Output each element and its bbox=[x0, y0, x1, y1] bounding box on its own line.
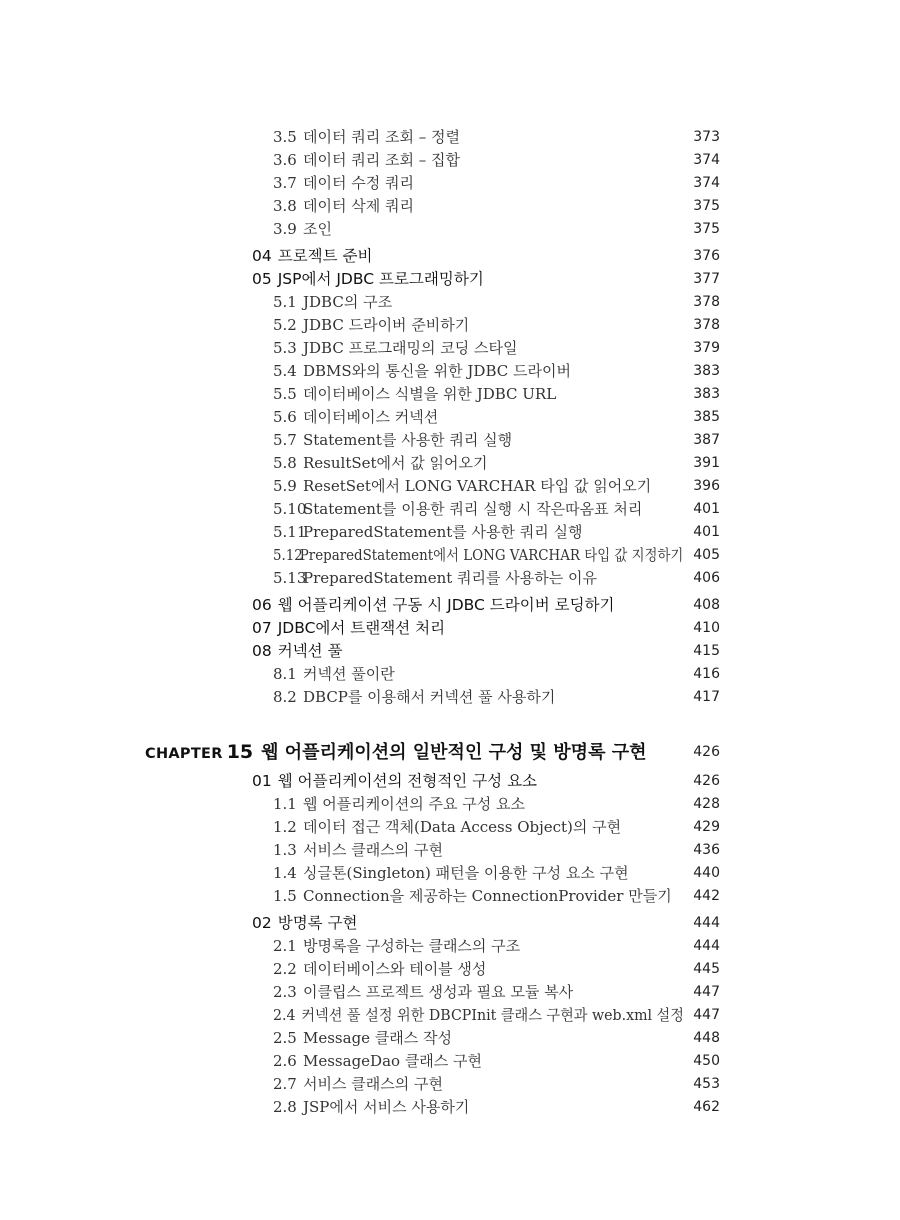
entry-number: 2.6 bbox=[273, 1052, 297, 1070]
entry-number: 2.8 bbox=[273, 1098, 297, 1116]
subsection-entry bbox=[273, 839, 443, 861]
entry-number: 5.11 bbox=[273, 523, 307, 541]
page-number: 383 bbox=[693, 363, 720, 379]
entry-title: PreparedStatement에서 LONG VARCHAR 타입 값 지정하기 bbox=[299, 546, 684, 564]
page-number: 374 bbox=[693, 175, 720, 191]
entry-number: 5.1 bbox=[273, 293, 297, 311]
subsection-entry bbox=[273, 816, 621, 838]
entry-number: 1.4 bbox=[273, 864, 297, 882]
entry-title: 방명록 구현 bbox=[277, 914, 358, 932]
entry-title: 프로젝트 준비 bbox=[277, 247, 373, 265]
page-number: 447 bbox=[693, 1007, 720, 1023]
page-number: 415 bbox=[693, 643, 720, 659]
entry-title: ResultSet에서 값 읽어오기 bbox=[303, 454, 488, 472]
subsection-entry bbox=[273, 498, 642, 520]
page-number: 445 bbox=[693, 961, 720, 977]
page-number: 378 bbox=[693, 294, 720, 310]
subsection-entry bbox=[273, 567, 597, 589]
entry-title: 조인 bbox=[303, 220, 332, 238]
entry-title: 웹 어플리케이션의 전형적인 구성 요소 bbox=[277, 772, 538, 790]
subsection-entry bbox=[273, 337, 518, 359]
entry-title: 커넥션 풀이란 bbox=[303, 665, 395, 683]
subsection-entry bbox=[273, 475, 651, 497]
entry-title: 데이터 삭제 쿼리 bbox=[303, 197, 414, 215]
entry-title: JDBC의 구조 bbox=[303, 293, 393, 311]
section-entry bbox=[252, 245, 373, 267]
subsection-entry bbox=[273, 314, 469, 336]
entry-number: 07 bbox=[252, 619, 272, 637]
entry-title: JSP에서 서비스 사용하기 bbox=[303, 1098, 470, 1116]
entry-title: 데이터베이스와 테이블 생성 bbox=[303, 960, 487, 978]
entry-number: 5.10 bbox=[273, 500, 307, 518]
subsection-entry bbox=[273, 149, 460, 171]
entry-number: 1.5 bbox=[273, 887, 297, 905]
page-number: 453 bbox=[693, 1076, 720, 1092]
entry-title: 싱글톤(Singleton) 패턴을 이용한 구성 요소 구현 bbox=[303, 864, 629, 882]
chapter-label: CHAPTER bbox=[145, 746, 223, 762]
section-entry bbox=[252, 268, 484, 290]
subsection-entry bbox=[273, 1027, 452, 1049]
entry-number: 08 bbox=[252, 642, 272, 660]
page-number: 385 bbox=[693, 409, 720, 425]
entry-title: Statement를 사용한 쿼리 실행 bbox=[303, 431, 513, 449]
entry-title: 방명록을 구성하는 클래스의 구조 bbox=[303, 937, 521, 955]
page-number: 447 bbox=[693, 984, 720, 1000]
entry-title: JDBC 드라이버 준비하기 bbox=[303, 316, 470, 334]
entry-number: 2.3 bbox=[273, 983, 297, 1001]
page-number: 406 bbox=[693, 570, 720, 586]
subsection-entry bbox=[273, 195, 414, 217]
entry-number: 5.13 bbox=[273, 569, 307, 587]
subsection-entry bbox=[273, 885, 672, 907]
page-number: 436 bbox=[693, 842, 720, 858]
entry-number: 5.7 bbox=[273, 431, 297, 449]
entry-title: 데이터 접근 객체(Data Access Object)의 구현 bbox=[303, 818, 622, 836]
page-number: 405 bbox=[693, 547, 720, 563]
chapter-number: 15 bbox=[226, 741, 254, 763]
page-number: 379 bbox=[693, 340, 720, 356]
page-number: 391 bbox=[693, 455, 720, 471]
chapter-heading bbox=[145, 739, 647, 765]
entry-number: 5.9 bbox=[273, 477, 297, 495]
page-number: 383 bbox=[693, 386, 720, 402]
entry-title: 데이터 수정 쿼리 bbox=[303, 174, 414, 192]
entry-number: 5.3 bbox=[273, 339, 297, 357]
entry-number: 5.2 bbox=[273, 316, 297, 334]
page-number: 410 bbox=[693, 620, 720, 636]
entry-title: 이클립스 프로젝트 생성과 필요 모듈 복사 bbox=[303, 983, 574, 1001]
page-number: 373 bbox=[693, 129, 720, 145]
page-number: 387 bbox=[693, 432, 720, 448]
subsection-entry bbox=[273, 686, 555, 708]
entry-title: 커넥션 풀 bbox=[277, 642, 343, 660]
subsection-entry bbox=[273, 1096, 469, 1118]
section-entry bbox=[252, 912, 358, 934]
page-number: 396 bbox=[693, 478, 720, 494]
entry-number: 2.5 bbox=[273, 1029, 297, 1047]
subsection-entry bbox=[273, 218, 332, 240]
page-number: 429 bbox=[693, 819, 720, 835]
entry-title: 데이터 쿼리 조회 – 집합 bbox=[303, 151, 460, 169]
subsection-entry bbox=[273, 429, 512, 451]
page-number: 417 bbox=[693, 689, 720, 705]
entry-number: 01 bbox=[252, 772, 272, 790]
entry-number: 5.8 bbox=[273, 454, 297, 472]
page-number: 426 bbox=[693, 744, 720, 760]
entry-number: 1.1 bbox=[273, 795, 297, 813]
entry-number: 02 bbox=[252, 914, 272, 932]
subsection-entry bbox=[273, 958, 486, 980]
subsection-entry bbox=[273, 406, 438, 428]
entry-number: 5.5 bbox=[273, 385, 297, 403]
page-number: 401 bbox=[693, 501, 720, 517]
entry-number: 05 bbox=[252, 270, 272, 288]
chapter-title: 웹 어플리케이션의 일반적인 구성 및 방명록 구현 bbox=[261, 742, 647, 763]
entry-number: 5.6 bbox=[273, 408, 297, 426]
subsection-entry bbox=[273, 126, 460, 148]
page-number: 426 bbox=[693, 773, 720, 789]
entry-title: ResetSet에서 LONG VARCHAR 타입 값 읽어오기 bbox=[303, 477, 652, 495]
page-number: 375 bbox=[693, 198, 720, 214]
subsection-entry bbox=[273, 1050, 482, 1072]
entry-title: Connection을 제공하는 ConnectionProvider 만들기 bbox=[303, 887, 672, 905]
entry-number: 3.7 bbox=[273, 174, 297, 192]
page-number: 401 bbox=[693, 524, 720, 540]
entry-title: 데이터베이스 식별을 위한 JDBC URL bbox=[303, 385, 557, 403]
entry-title: PreparedStatement 쿼리를 사용하는 이유 bbox=[303, 569, 597, 587]
entry-title: 커넥션 풀 설정 위한 DBCPInit 클래스 구현과 web.xml 설정 bbox=[301, 1006, 684, 1024]
entry-title: JSP에서 JDBC 프로그래밍하기 bbox=[277, 270, 484, 288]
entry-number: 2.4 bbox=[273, 1006, 296, 1024]
page-number: 448 bbox=[693, 1030, 720, 1046]
entry-number: 1.3 bbox=[273, 841, 297, 859]
section-entry bbox=[252, 594, 615, 616]
subsection-entry bbox=[273, 1073, 443, 1095]
entry-title: 서비스 클래스의 구현 bbox=[303, 1075, 443, 1093]
entry-number: 5.12 bbox=[273, 546, 303, 564]
section-entry bbox=[252, 617, 445, 639]
entry-title: MessageDao 클래스 구현 bbox=[303, 1052, 483, 1070]
entry-title: PreparedStatement를 사용한 쿼리 실행 bbox=[303, 523, 583, 541]
subsection-entry bbox=[273, 360, 571, 382]
entry-number: 8.2 bbox=[273, 688, 297, 706]
entry-number: 8.1 bbox=[273, 665, 297, 683]
entry-title: Message 클래스 작성 bbox=[303, 1029, 453, 1047]
entry-title: JDBC 프로그래밍의 코딩 스타일 bbox=[303, 339, 518, 357]
entry-title: 서비스 클래스의 구현 bbox=[303, 841, 443, 859]
page-number: 374 bbox=[693, 152, 720, 168]
entry-title: DBCP를 이용해서 커넥션 풀 사용하기 bbox=[303, 688, 556, 706]
page-number: 428 bbox=[693, 796, 720, 812]
page-number: 378 bbox=[693, 317, 720, 333]
subsection-entry bbox=[273, 172, 414, 194]
entry-title: JDBC에서 트랜잭션 처리 bbox=[277, 619, 446, 637]
entry-title: 데이터 쿼리 조회 – 정렬 bbox=[303, 128, 460, 146]
entry-number: 1.2 bbox=[273, 818, 297, 836]
subsection-entry bbox=[273, 291, 392, 313]
subsection-entry bbox=[273, 1004, 684, 1026]
page-number: 375 bbox=[693, 221, 720, 237]
entry-number: 3.8 bbox=[273, 197, 297, 215]
subsection-entry bbox=[273, 981, 573, 1003]
entry-number: 3.9 bbox=[273, 220, 297, 238]
page-number: 376 bbox=[693, 248, 720, 264]
entry-number: 3.5 bbox=[273, 128, 297, 146]
entry-title: 데이터베이스 커넥션 bbox=[303, 408, 439, 426]
page-number: 442 bbox=[693, 888, 720, 904]
section-entry bbox=[252, 770, 537, 792]
subsection-entry bbox=[273, 862, 629, 884]
entry-number: 2.1 bbox=[273, 937, 297, 955]
subsection-entry bbox=[273, 544, 683, 566]
entry-number: 06 bbox=[252, 596, 272, 614]
entry-title: 웹 어플리케이션 구동 시 JDBC 드라이버 로딩하기 bbox=[277, 596, 615, 614]
page-number: 416 bbox=[693, 666, 720, 682]
entry-title: Statement를 이용한 쿼리 실행 시 작은따옴표 처리 bbox=[303, 500, 643, 518]
subsection-entry bbox=[273, 383, 556, 405]
entry-number: 04 bbox=[252, 247, 272, 265]
entry-number: 3.6 bbox=[273, 151, 297, 169]
entry-number: 5.4 bbox=[273, 362, 297, 380]
page-number: 444 bbox=[693, 915, 720, 931]
entry-number: 2.2 bbox=[273, 960, 297, 978]
subsection-entry bbox=[273, 935, 520, 957]
page-number: 408 bbox=[693, 597, 720, 613]
page-number: 450 bbox=[693, 1053, 720, 1069]
subsection-entry bbox=[273, 663, 395, 685]
subsection-entry bbox=[273, 521, 583, 543]
page-number: 440 bbox=[693, 865, 720, 881]
page-number: 462 bbox=[693, 1099, 720, 1115]
entry-title: DBMS와의 통신을 위한 JDBC 드라이버 bbox=[303, 362, 571, 380]
subsection-entry bbox=[273, 452, 488, 474]
page-number: 377 bbox=[693, 271, 720, 287]
entry-title: 웹 어플리케이션의 주요 구성 요소 bbox=[303, 795, 525, 813]
entry-number: 2.7 bbox=[273, 1075, 297, 1093]
section-entry bbox=[252, 640, 343, 662]
subsection-entry bbox=[273, 793, 525, 815]
page-number: 444 bbox=[693, 938, 720, 954]
